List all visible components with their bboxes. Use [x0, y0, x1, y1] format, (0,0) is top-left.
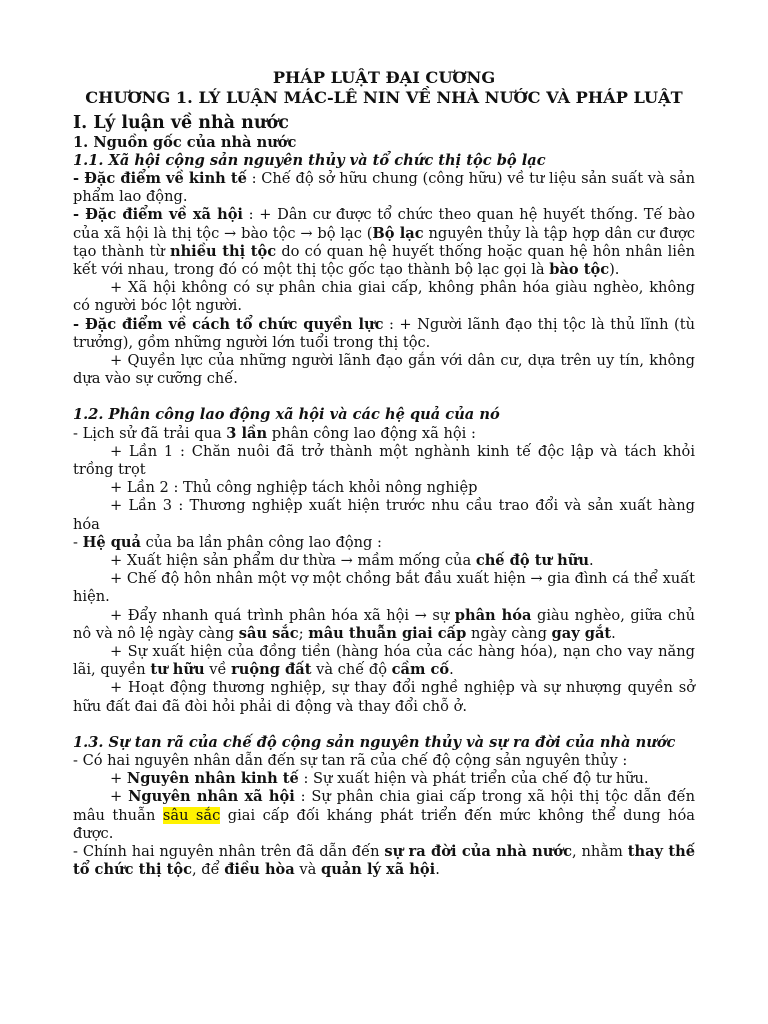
document-title: PHÁP LUẬT ĐẠI CƯƠNG	[272, 68, 496, 87]
paragraph: - Đặc điểm về xã hội : + Dân cư được tổ chức theo quan hệ huyết thống. Tế bào của xã hội là thị tộc → bào tộc → bộ lạc (Bộ lạc nguyên thủy là tập hợp dân cư được tạo thành từ nhiều thị tộc do có quan hệ huyết thống hoặc quan hệ hôn nhân liên kết với nhau, trong đó có một thị tộc gốc tạo thành bộ lạc gọi là bào tộc).	[73, 206, 696, 278]
paragraph: + Nguyên nhân xã hội : Sự phân chia giai cấp trong xã hội thị tộc dẫn đến mâu thuẫn sâu sắc giai cấp đối kháng phát triển đến mức không thể dung hóa được.	[73, 788, 695, 842]
paragraph: + Đẩy nhanh quá trình phân hóa xã hội → sự phân hóa giàu nghèo, giữa chủ nô và nô lệ ngày càng sâu sắc; mâu thuẫn giai cấp ngày càng gay gắt.	[73, 606, 695, 642]
paragraph: + Nguyên nhân kinh tế : Sự xuất hiện và phát triển của chế độ tư hữu.	[110, 770, 649, 788]
paragraph: - Đặc điểm về kinh tế : Chế độ sở hữu chung (công hữu) về tư liệu sản suất và sản phẩm lao động.	[73, 169, 695, 206]
subsubsection-heading-1-3: 1.3. Sự tan rã của chế độ cộng sản nguyên thủy và sự ra đời của nhà nước	[73, 733, 676, 751]
paragraph: + Lần 2 : Thủ công nghiệp tách khỏi nông nghiệp	[110, 479, 478, 497]
paragraph: - Lịch sử đã trải qua 3 lần phân công lao động xã hội :	[73, 424, 476, 442]
paragraph: - Hệ quả của ba lần phân công lao động :	[73, 533, 382, 551]
paragraph: + Quyền lực của những người lãnh đạo gắn với dân cư, dựa trên uy tín, không dựa vào sự cưỡng chế.	[73, 351, 695, 388]
paragraph: - Đặc điểm về cách tổ chức quyền lực : + Người lãnh đạo thị tộc là thủ lĩnh (tù trưởng), gồm những người lớn tuổi trong thị tộc.	[73, 315, 695, 351]
subsubsection-heading-1-1: 1.1. Xã hội cộng sản nguyên thủy và tổ chức thị tộc bộ lạc	[73, 151, 546, 169]
highlighted-text: sâu sắc	[162, 806, 221, 824]
paragraph: + Xã hội không có sự phân chia giai cấp, không phân hóa giàu nghèo, không có người bóc lột người.	[73, 279, 695, 315]
paragraph: + Sự xuất hiện của đồng tiền (hàng hóa của các hàng hóa), nạn cho vay năng lãi, quyền tư hữu về ruộng đất và chế độ cầm cố.	[73, 642, 695, 679]
paragraph: - Có hai nguyên nhân dẫn đến sự tan rã của chế độ cộng sản nguyên thủy :	[73, 752, 628, 769]
paragraph: + Lần 3 : Thương nghiệp xuất hiện trước nhu cầu trao đổi và sản xuất hàng hóa	[73, 497, 695, 533]
paragraph: + Chế độ hôn nhân một vợ một chồng bắt đầu xuất hiện → gia đình cá thể xuất hiện.	[73, 570, 695, 606]
paragraph: - Chính hai nguyên nhân trên đã dẫn đến sự ra đời của nhà nước, nhằm thay thế tổ chức thị tộc, để điều hòa và quản lý xã hội.	[73, 843, 696, 879]
subsection-heading: 1. Nguồn gốc của nhà nước	[73, 133, 297, 151]
subsubsection-heading-1-2: 1.2. Phân công lao động xã hội và các hệ quả của nó	[73, 406, 500, 424]
paragraph: + Hoạt động thương nghiệp, sự thay đổi nghề nghiệp và sự nhượng quyền sở hữu đất đai đã đòi hỏi phải di động và thay đổi chỗ ở.	[73, 679, 695, 715]
paragraph: + Xuất hiện sản phẩm dư thừa → mầm mống của chế độ tư hữu.	[110, 551, 594, 569]
section-heading: I. Lý luận về nhà nước	[73, 112, 289, 133]
paragraph: + Lần 1 : Chăn nuôi đã trở thành một nghành kinh tế độc lập và tách khỏi trồng trọt	[73, 442, 695, 478]
chapter-title: CHƯƠNG 1. LÝ LUẬN MÁC-LÊ NIN VỀ NHÀ NƯỚC VÀ PHÁP LUẬT	[85, 88, 683, 107]
